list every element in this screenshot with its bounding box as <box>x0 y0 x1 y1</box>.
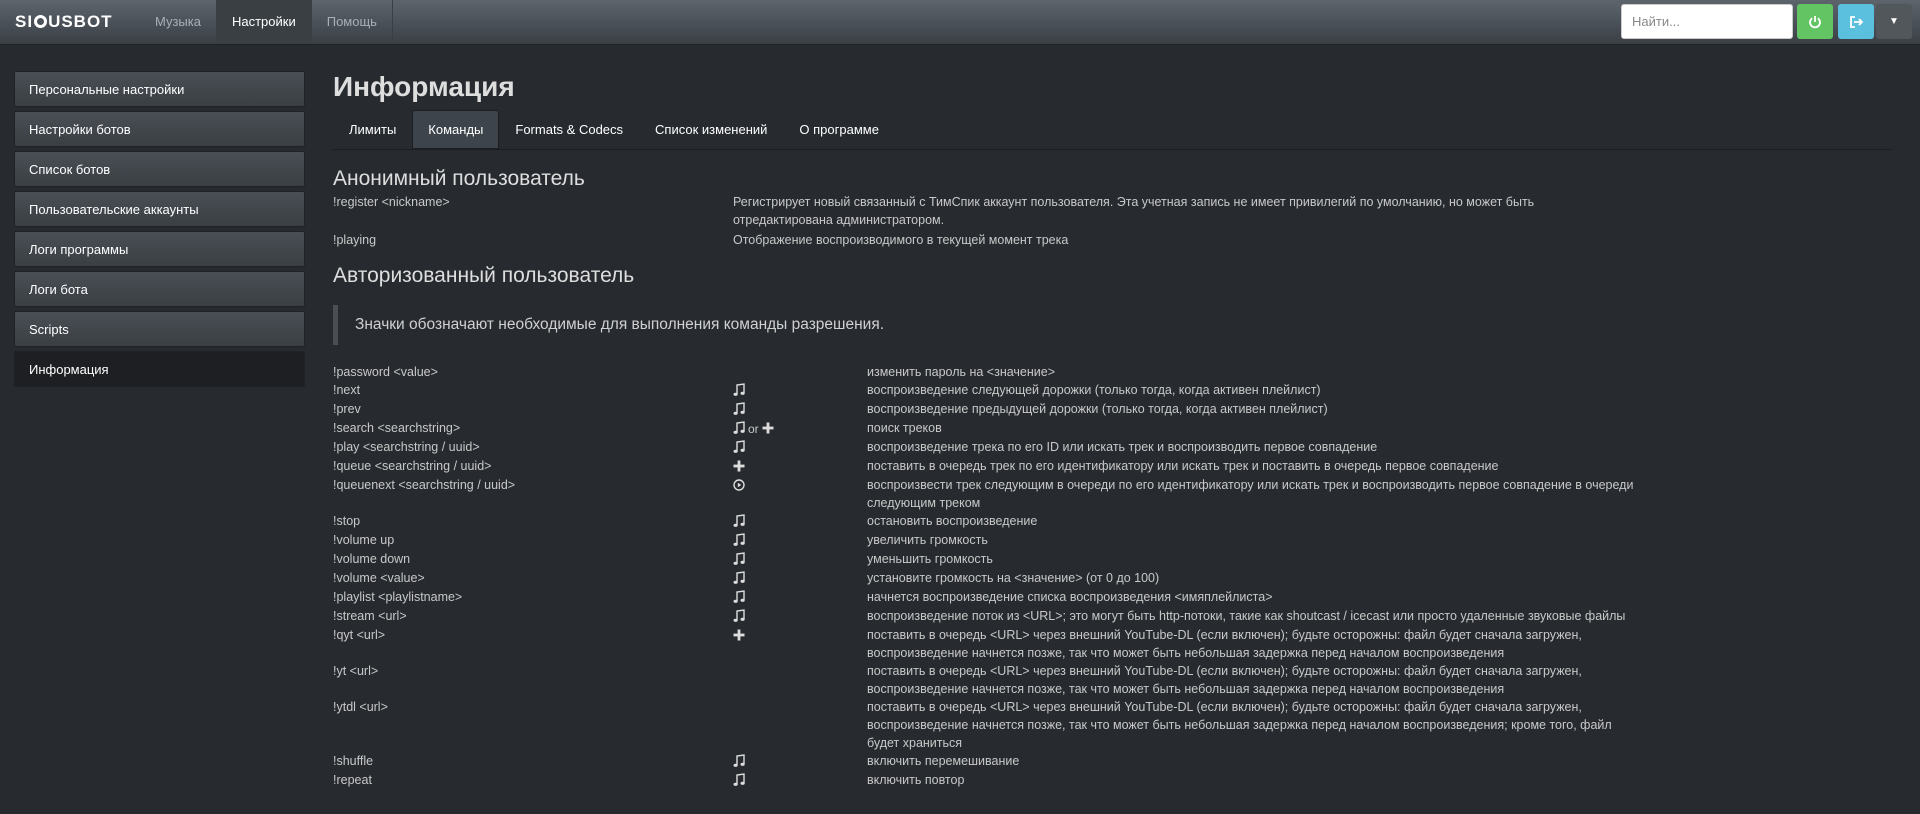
command-name: !prev <box>333 402 361 416</box>
sidebar-item-personal-settings[interactable]: Персональные настройки <box>14 71 305 107</box>
auth-commands-list <box>333 363 1893 790</box>
command-name: !stop <box>333 514 361 528</box>
permissions-note: Значки обозначают необходимые для выполнения команды разрешения. <box>333 305 1893 345</box>
command-description: уменьшить громкость <box>867 552 993 566</box>
brand-text-left: SI <box>15 12 34 31</box>
command-name: !qyt <url> <box>333 628 386 642</box>
brand-circle-icon <box>34 15 47 28</box>
command-row <box>333 419 1893 438</box>
command-description: включить повтор <box>867 773 965 787</box>
command-name: !ytdl <url> <box>333 700 388 714</box>
command-row <box>333 588 1893 607</box>
permission-icons <box>733 550 867 569</box>
command-row <box>333 569 1893 588</box>
command-row <box>333 531 1893 550</box>
sidebar-item-bot-logs[interactable]: Логи бота <box>14 271 305 307</box>
command-name: !stream <url> <box>333 609 407 623</box>
command-description: воспроизведение трека по его ID или искать трек и воспроизводить первое совпадение <box>867 440 1378 454</box>
search-input[interactable] <box>1621 4 1793 39</box>
command-name: !queue <searchstring / uuid> <box>333 459 492 473</box>
tab-about[interactable]: О программе <box>799 122 879 137</box>
sidebar-item-bot-settings[interactable]: Настройки ботов <box>14 111 305 147</box>
command-name: !volume up <box>333 533 395 547</box>
music-note-icon <box>733 513 745 529</box>
nav-link-settings[interactable]: Настройки <box>217 0 312 44</box>
power-icon <box>1808 15 1822 29</box>
permission-icons <box>733 363 867 381</box>
command-description: Отображение воспроизводимого в текущей момент трека <box>733 233 1069 247</box>
permission-icons <box>733 476 867 512</box>
permission-icons <box>733 438 867 457</box>
music-note-icon <box>733 439 745 455</box>
plus-icon <box>762 420 774 436</box>
music-note-icon <box>733 589 745 605</box>
sidebar-item-bot-list[interactable]: Список ботов <box>14 151 305 187</box>
main-content <box>333 66 1893 790</box>
command-description: поставить в очередь трек по его идентификатору или искать трек и поставить в очередь первое совпадение <box>867 459 1499 473</box>
music-note-icon <box>733 753 745 769</box>
info-tabs <box>333 110 1893 150</box>
command-name: !repeat <box>333 773 372 787</box>
command-description: воспроизведение предыдущей дорожки (только тогда, когда активен плейлист) <box>867 402 1328 416</box>
logout-button[interactable] <box>1838 4 1874 39</box>
command-row <box>333 752 1893 771</box>
command-name: !shuffle <box>333 754 374 768</box>
command-name: !playlist <playlistname> <box>333 590 463 604</box>
power-button[interactable] <box>1797 4 1833 39</box>
permission-icons <box>733 400 867 419</box>
permission-icons <box>733 381 867 400</box>
command-name: !search <searchstring> <box>333 421 461 435</box>
plus-icon <box>733 458 745 474</box>
permission-icons <box>733 607 867 626</box>
command-name: !volume down <box>333 552 411 566</box>
command-row <box>333 698 1893 752</box>
command-description: воспроизвести трек следующим в очереди по его идентификатору или искать трек и воспроизводить первое совпадение в очереди следующим треком <box>867 478 1634 510</box>
plus-icon <box>733 627 745 643</box>
command-row <box>333 400 1893 419</box>
command-description: воспроизведение следующей дорожки (только тогда, когда активен плейлист) <box>867 383 1321 397</box>
command-name: !play <searchstring / uuid> <box>333 440 480 454</box>
user-menu-button[interactable] <box>1876 4 1912 39</box>
music-note-icon <box>733 532 745 548</box>
command-row <box>333 550 1893 569</box>
caret-down-icon: ▼ <box>1889 16 1899 27</box>
command-row <box>333 512 1893 531</box>
music-note-icon <box>733 401 745 417</box>
tab-limits[interactable]: Лимиты <box>349 122 397 137</box>
command-row <box>333 231 1893 249</box>
music-note-icon <box>733 551 745 567</box>
brand-text-right: USBOT <box>48 12 113 31</box>
command-description: воспроизведение поток из <URL>; это могут быть http-потоки, такие как shoutcast / icecast или просто удаленные звуковые файлы <box>867 609 1626 623</box>
tab-formats-codecs[interactable]: Formats & Codecs <box>515 122 624 137</box>
command-description: увеличить громкость <box>867 533 988 547</box>
command-name: !queuenext <searchstring / uuid> <box>333 478 516 492</box>
permission-icons <box>733 512 867 531</box>
permission-icons <box>733 698 867 752</box>
command-row <box>333 771 1893 790</box>
music-note-icon <box>733 420 745 436</box>
permission-icons <box>733 662 867 698</box>
music-note-icon <box>733 570 745 586</box>
permission-icons <box>733 626 867 662</box>
command-row <box>333 476 1893 512</box>
command-description: остановить воспроизведение <box>867 514 1038 528</box>
command-name: !yt <url> <box>333 664 379 678</box>
command-row <box>333 363 1893 381</box>
settings-sidebar <box>14 71 305 391</box>
command-name: !register <nickname> <box>333 195 450 209</box>
logout-icon <box>1849 15 1864 29</box>
permission-icons <box>733 752 867 771</box>
command-name: !playing <box>333 233 377 247</box>
command-description: поставить в очередь <URL> через внешний YouTube-DL (если включен); будьте осторожны: файл будет сначала загружен, воспроизведение начнется позже, так что может быть небольшая задержка перед началом воспроизведения; кроме того, файл будет храниться <box>867 700 1612 750</box>
anon-section-heading: Анонимный пользователь <box>333 167 585 190</box>
command-description: поставить в очередь <URL> через внешний YouTube-DL (если включен); будьте осторожны: файл будет сначала загружен, воспроизведение начнется позже, так что может быть небольшая задержка перед началом воспроизведения <box>867 664 1582 696</box>
or-label: or <box>748 422 759 436</box>
main-nav <box>140 0 393 44</box>
music-note-icon <box>733 772 745 788</box>
command-row <box>333 193 1893 229</box>
music-note-icon <box>733 382 745 398</box>
permission-icons <box>733 531 867 550</box>
command-name: !password <value> <box>333 365 438 379</box>
permission-icons <box>733 419 867 438</box>
play-circle-icon <box>733 477 745 493</box>
permission-icons <box>733 771 867 790</box>
command-description: установите громкость на <значение> (от 0 до 100) <box>867 571 1160 585</box>
sidebar-item-user-accounts[interactable]: Пользовательские аккаунты <box>14 191 305 227</box>
command-row <box>333 607 1893 626</box>
tab-commands[interactable]: Команды <box>412 110 499 149</box>
command-name: !volume <value> <box>333 571 425 585</box>
permission-icons <box>733 569 867 588</box>
brand-logo[interactable] <box>15 0 113 44</box>
nav-link-help[interactable]: Помощь <box>312 0 393 44</box>
command-description: Регистрирует новый связанный с ТимСпик аккаунт пользователя. Эта учетная запись не имеет привилегий по умолчанию, но может быть отредактирована администратором. <box>733 195 1535 227</box>
music-note-icon <box>733 608 745 624</box>
command-description: поиск треков <box>867 421 942 435</box>
command-description: начнется воспроизведение списка воспроизведения <имяплейлиста> <box>867 590 1273 604</box>
command-name: !next <box>333 383 361 397</box>
command-description: изменить пароль на <значение> <box>867 365 1056 379</box>
sidebar-item-program-logs[interactable]: Логи программы <box>14 231 305 267</box>
command-row <box>333 381 1893 400</box>
command-row <box>333 438 1893 457</box>
command-row <box>333 662 1893 698</box>
auth-section-heading: Авторизованный пользователь <box>333 264 635 287</box>
sidebar-item-scripts[interactable]: Scripts <box>14 311 305 347</box>
page-title: Информация <box>333 71 515 102</box>
command-row <box>333 626 1893 662</box>
sidebar-item-information[interactable]: Информация <box>14 351 305 387</box>
command-description: поставить в очередь <URL> через внешний YouTube-DL (если включен); будьте осторожны: файл будет сначала загружен, воспроизведение начнется позже, так что может быть небольшая задержка перед началом воспроизведения <box>867 628 1582 660</box>
command-description: включить перемешивание <box>867 754 1020 768</box>
top-navbar <box>0 0 1920 45</box>
command-row <box>333 457 1893 476</box>
permission-icons <box>733 457 867 476</box>
permission-icons <box>733 588 867 607</box>
nav-link-music[interactable]: Музыка <box>140 0 217 44</box>
tab-changelog[interactable]: Список изменений <box>655 122 768 137</box>
anon-commands-list <box>333 193 1893 249</box>
